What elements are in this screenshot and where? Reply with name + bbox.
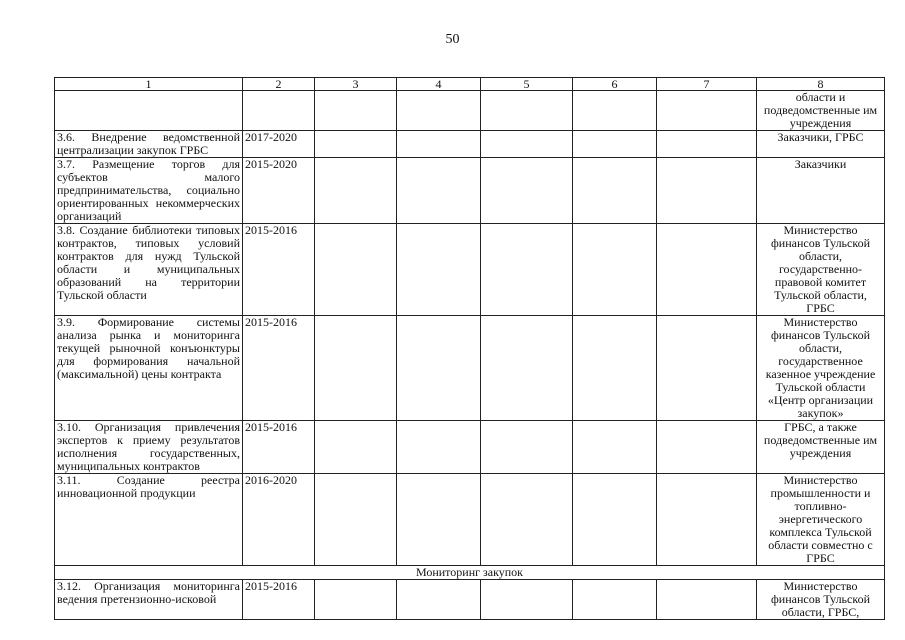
empty-cell: [481, 580, 573, 620]
column-header: 5: [481, 78, 573, 91]
task-cell: [55, 91, 243, 131]
empty-cell: [481, 224, 573, 316]
table-row: [55, 158, 885, 224]
page-number: 50: [445, 32, 460, 47]
task-cell: 3.11. Создание реестра инновационной продукции: [55, 474, 243, 566]
empty-cell: [573, 421, 657, 474]
empty-cell: [657, 91, 757, 131]
column-header: 1: [55, 78, 243, 91]
table-row: [55, 224, 885, 316]
executor-cell: ГРБС, а также подведомственные им учреждения: [757, 421, 885, 474]
empty-cell: [573, 580, 657, 620]
empty-cell: [657, 131, 757, 158]
empty-cell: [657, 421, 757, 474]
empty-cell: [397, 131, 481, 158]
period-cell: 2015-2016: [243, 316, 315, 421]
executor-cell: области и подведомственные им учреждения: [757, 91, 885, 131]
empty-cell: [481, 316, 573, 421]
task-cell: 3.10. Организация привлечения экспертов к приему результатов исполнения государственных, муниципальных контрактов: [55, 421, 243, 474]
empty-cell: [481, 91, 573, 131]
empty-cell: [397, 474, 481, 566]
table-row: [55, 421, 885, 474]
empty-cell: [481, 421, 573, 474]
column-header: 4: [397, 78, 481, 91]
column-header: 3: [315, 78, 397, 91]
column-header: 8: [757, 78, 885, 91]
empty-cell: [315, 131, 397, 158]
table-row: [55, 474, 885, 566]
empty-cell: [315, 158, 397, 224]
empty-cell: [397, 316, 481, 421]
section-title: Мониторинг закупок: [55, 566, 885, 580]
task-cell: 3.7. Размещение торгов для субъектов малого предпринимательства, социально ориентированных некоммерческих организаций: [55, 158, 243, 224]
empty-cell: [657, 580, 757, 620]
period-cell: 2016-2020: [243, 474, 315, 566]
executor-cell: Заказчики, ГРБС: [757, 131, 885, 158]
empty-cell: [573, 474, 657, 566]
empty-cell: [481, 474, 573, 566]
executor-cell: Министерство финансов Тульской области, государственное казенное учреждение Тульской области «Центр организации закупок»: [757, 316, 885, 421]
column-header: 7: [657, 78, 757, 91]
table-row: [55, 580, 885, 620]
period-cell: 2015-2020: [243, 158, 315, 224]
empty-cell: [315, 224, 397, 316]
task-cell: 3.12. Организация мониторинга ведения претензионно-исковой: [55, 580, 243, 620]
period-cell: 2015-2016: [243, 580, 315, 620]
empty-cell: [657, 224, 757, 316]
period-cell: 2015-2016: [243, 421, 315, 474]
empty-cell: [315, 580, 397, 620]
task-cell: 3.8. Создание библиотеки типовых контрактов, типовых условий контрактов для нужд Тульской области и муниципальных образований на территории Тульской области: [55, 224, 243, 316]
empty-cell: [315, 474, 397, 566]
empty-cell: [397, 224, 481, 316]
empty-cell: [573, 316, 657, 421]
column-header: 6: [573, 78, 657, 91]
empty-cell: [573, 131, 657, 158]
empty-cell: [657, 474, 757, 566]
empty-cell: [657, 158, 757, 224]
empty-cell: [657, 316, 757, 421]
empty-cell: [481, 158, 573, 224]
column-header: 2: [243, 78, 315, 91]
empty-cell: [397, 158, 481, 224]
empty-cell: [397, 580, 481, 620]
empty-cell: [397, 421, 481, 474]
empty-cell: [573, 91, 657, 131]
empty-cell: [573, 158, 657, 224]
empty-cell: [315, 91, 397, 131]
executor-cell: Заказчики: [757, 158, 885, 224]
period-cell: 2015-2016: [243, 224, 315, 316]
table-row: [55, 316, 885, 421]
empty-cell: [481, 131, 573, 158]
empty-cell: [315, 421, 397, 474]
section-row: [55, 566, 885, 580]
period-cell: [243, 91, 315, 131]
empty-cell: [573, 224, 657, 316]
empty-cell: [315, 316, 397, 421]
table-row: [55, 91, 885, 131]
executor-cell: Министерство финансов Тульской области, ГРБС,: [757, 580, 885, 620]
executor-cell: Министерство финансов Тульской области, государственно-правовой комитет Тульской области, ГРБС: [757, 224, 885, 316]
task-cell: 3.6. Внедрение ведомственной централизации закупок ГРБС: [55, 131, 243, 158]
table-header-row: [55, 78, 885, 91]
plan-table: [54, 77, 885, 620]
table-row: [55, 131, 885, 158]
executor-cell: Министерство промышленности и топливно-энергетического комплекса Тульской области совместно с ГРБС: [757, 474, 885, 566]
empty-cell: [397, 91, 481, 131]
task-cell: 3.9. Формирование системы анализа рынка и мониторинга текущей рыночной конъюнктуры для формирования начальной (максимальной) цены контракта: [55, 316, 243, 421]
period-cell: 2017-2020: [243, 131, 315, 158]
